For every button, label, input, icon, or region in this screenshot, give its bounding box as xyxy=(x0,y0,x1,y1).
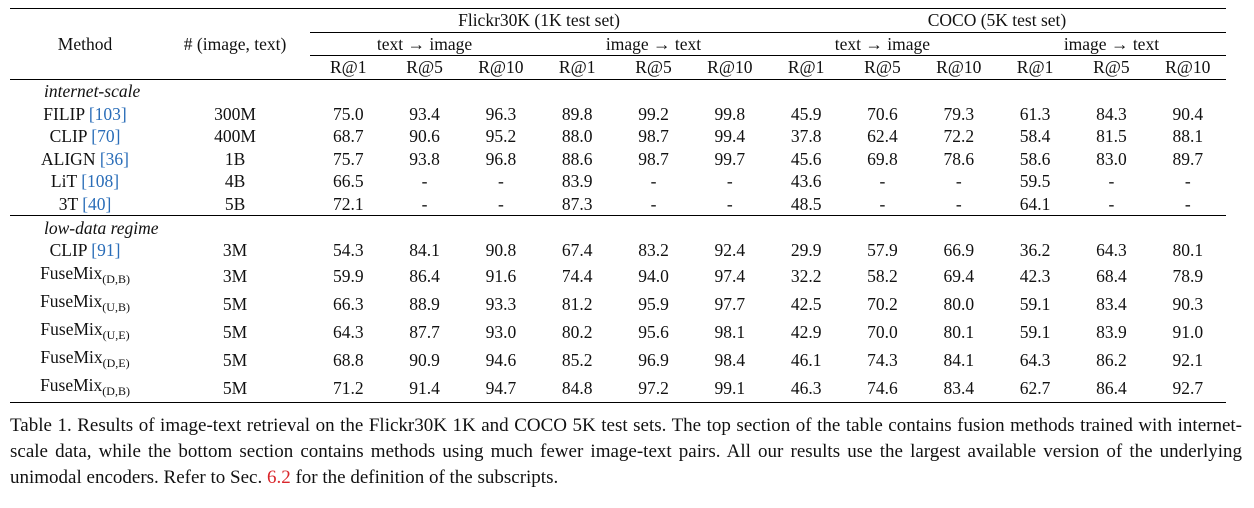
method-cell xyxy=(10,102,160,125)
section-title: low-data regime xyxy=(10,216,1226,239)
metric-value-cell: 64.3 xyxy=(332,321,364,342)
metric-value-cell: 45.6 xyxy=(790,148,822,169)
metric-value-cell: 97.7 xyxy=(714,293,746,314)
method-subscript: (U,E) xyxy=(102,327,130,342)
metric-value-cell: 86.4 xyxy=(409,265,440,286)
table-row xyxy=(10,239,1226,262)
caption-text-end: for the definition of the subscripts. xyxy=(290,467,559,488)
table-row xyxy=(10,318,1226,346)
metric-value-cell: 93.8 xyxy=(409,148,440,169)
metric-value-cell: 37.8 xyxy=(790,126,822,147)
metric-value-cell: 29.9 xyxy=(790,240,822,261)
method-name: FuseMix xyxy=(40,290,103,311)
metric-value-cell: 66.9 xyxy=(943,240,975,261)
pairs-cell: 5M xyxy=(160,374,310,403)
metric-value-cell: 68.7 xyxy=(332,126,364,147)
metric-value-cell: 88.1 xyxy=(1172,126,1204,147)
metric-value-cell: 78.6 xyxy=(943,148,975,169)
header-direction: text → image xyxy=(768,32,997,56)
citation-link[interactable]: [108] xyxy=(81,171,120,192)
table-row xyxy=(10,346,1226,374)
table-row xyxy=(10,374,1226,403)
method-cell xyxy=(10,318,160,346)
metric-value-cell: 92.1 xyxy=(1172,349,1204,370)
metric-value-cell: 72.2 xyxy=(943,126,975,147)
metric-value-cell: 78.9 xyxy=(1172,265,1204,286)
pairs-cell: 5M xyxy=(222,349,248,370)
metric-value-cell: 59.5 xyxy=(1019,171,1051,192)
metric-value-cell: - xyxy=(726,171,733,192)
metric-value-cell: 95.9 xyxy=(638,293,669,314)
metric-value-cell: 68.8 xyxy=(332,349,364,370)
results-table xyxy=(10,8,1226,403)
metric-value-cell: 86.4 xyxy=(1073,374,1149,403)
table-row xyxy=(10,148,1226,171)
method-cell xyxy=(10,170,160,193)
metric-value-cell: - xyxy=(955,171,962,192)
header-direction: image → text xyxy=(539,32,768,56)
method-name: CLIP xyxy=(49,240,92,261)
metric-value-cell: - xyxy=(650,194,657,215)
method-cell xyxy=(10,148,160,171)
metric-value-cell: 94.0 xyxy=(638,265,669,286)
table-body xyxy=(10,79,1226,402)
metric-value-cell: 93.4 xyxy=(409,103,440,124)
metric-value-cell: 99.7 xyxy=(714,148,746,169)
metric-value-cell: 70.0 xyxy=(867,321,898,342)
metric-value-cell: - xyxy=(955,194,962,215)
method-name: FILIP xyxy=(43,103,89,124)
metric-value-cell: 95.2 xyxy=(485,126,517,147)
metric-value-cell: 43.6 xyxy=(790,171,822,192)
pairs-cell: 300M xyxy=(214,103,256,124)
metric-value-cell: 57.9 xyxy=(867,240,898,261)
method-name: FuseMix xyxy=(40,374,103,395)
metric-value-cell: 71.2 xyxy=(310,374,386,403)
metric-value-cell: 42.5 xyxy=(790,293,822,314)
metric-value-cell: 89.7 xyxy=(1172,148,1204,169)
metric-value-cell: - xyxy=(1184,194,1191,215)
table-row xyxy=(10,290,1226,318)
metric-value-cell: - xyxy=(879,194,886,215)
header-metric: R@5 xyxy=(1093,57,1130,78)
metric-value-cell: 64.1 xyxy=(1019,194,1051,215)
pairs-cell: 1B xyxy=(224,148,246,169)
header-metric: R@5 xyxy=(635,57,672,78)
header-metric: R@5 xyxy=(406,57,443,78)
metric-value-cell: - xyxy=(1108,194,1115,215)
method-cell xyxy=(10,346,160,374)
header-direction: text → image xyxy=(310,32,539,56)
metric-value-cell: 61.3 xyxy=(1019,103,1051,124)
metric-value-cell: 94.7 xyxy=(463,374,539,403)
caption-text: Table 1. Results of image-text retrieval on the Flickr30K 1K and COCO 5K test sets. The top section of the table contains fusion methods trained with internet-scale data, while the bottom section contains methods using much fewer image-text pairs. All our results use the largest available version of the underlying unimodal encoders. Refer to Sec. xyxy=(10,415,1242,488)
metric-value-cell: 96.9 xyxy=(638,349,669,370)
metric-value-cell: 84.8 xyxy=(539,374,615,403)
metric-value-cell: 87.3 xyxy=(561,194,593,215)
metric-value-cell: 99.8 xyxy=(714,103,746,124)
pairs-cell: 5M xyxy=(222,321,248,342)
metric-value-cell: - xyxy=(650,171,657,192)
metric-value-cell: - xyxy=(497,194,504,215)
metric-value-cell: 46.3 xyxy=(768,374,844,403)
metric-value-cell: 98.7 xyxy=(638,126,669,147)
metric-value-cell: 99.4 xyxy=(714,126,746,147)
metric-value-cell: 74.4 xyxy=(561,265,593,286)
metric-value-cell: 91.6 xyxy=(485,265,517,286)
method-name: CLIP xyxy=(49,126,92,147)
metric-value-cell: 59.9 xyxy=(332,265,364,286)
metric-value-cell: 62.7 xyxy=(997,374,1073,403)
metric-value-cell: 80.1 xyxy=(943,321,975,342)
citation-link[interactable]: [40] xyxy=(82,194,112,215)
metric-value-cell: - xyxy=(421,171,428,192)
header-pairs: # (image, text) xyxy=(160,9,310,80)
metric-value-cell: - xyxy=(497,171,504,192)
method-subscript: (U,B) xyxy=(102,299,130,314)
metric-value-cell: 84.1 xyxy=(409,240,440,261)
method-name: 3T xyxy=(58,194,83,215)
method-name: FuseMix xyxy=(40,346,103,367)
metric-value-cell: 93.0 xyxy=(485,321,517,342)
metric-value-cell: 46.1 xyxy=(790,349,822,370)
citation-link[interactable]: [91] xyxy=(91,240,121,261)
header-metric: R@10 xyxy=(936,57,982,78)
method-cell xyxy=(10,374,160,403)
metric-value-cell: - xyxy=(1184,171,1191,192)
header-metric: R@10 xyxy=(707,57,753,78)
pairs-cell: 5M xyxy=(222,293,248,314)
metric-value-cell: 81.5 xyxy=(1096,126,1127,147)
metric-value-cell: 74.3 xyxy=(867,349,898,370)
metric-value-cell: 69.4 xyxy=(943,265,975,286)
metric-value-cell: 93.3 xyxy=(485,293,517,314)
metric-value-cell: 85.2 xyxy=(561,349,593,370)
metric-value-cell: - xyxy=(879,171,886,192)
metric-value-cell: 96.3 xyxy=(485,103,517,124)
header-metric: R@1 xyxy=(1016,57,1054,78)
metric-value-cell: 83.9 xyxy=(1096,321,1127,342)
metric-value-cell: 91.4 xyxy=(386,374,462,403)
metric-value-cell: 79.3 xyxy=(943,103,975,124)
metric-value-cell: 89.8 xyxy=(561,103,593,124)
metric-value-cell: 98.7 xyxy=(638,148,669,169)
metric-value-cell: 75.7 xyxy=(332,148,364,169)
metric-value-cell: 69.8 xyxy=(867,148,898,169)
metric-value-cell: 64.3 xyxy=(1019,349,1051,370)
header-metric: R@1 xyxy=(558,57,596,78)
metric-value-cell: 97.4 xyxy=(714,265,746,286)
metric-value-cell: 58.4 xyxy=(1019,126,1051,147)
citation-link[interactable]: [70] xyxy=(91,126,121,147)
table-row xyxy=(10,262,1226,290)
metric-value-cell: 88.0 xyxy=(561,126,593,147)
metric-value-cell: 99.1 xyxy=(692,374,768,403)
metric-value-cell: 90.3 xyxy=(1172,293,1204,314)
header-metric: R@1 xyxy=(787,57,825,78)
metric-value-cell: 42.9 xyxy=(790,321,822,342)
table-caption xyxy=(10,413,1242,491)
metric-value-cell: 66.3 xyxy=(332,293,364,314)
pairs-cell: 5B xyxy=(224,194,246,215)
metric-value-cell: 36.2 xyxy=(1019,240,1051,261)
method-cell xyxy=(10,125,160,148)
metric-value-cell: 62.4 xyxy=(867,126,898,147)
metric-value-cell: 95.6 xyxy=(638,321,669,342)
metric-value-cell: 98.4 xyxy=(714,349,746,370)
metric-value-cell: 83.2 xyxy=(638,240,669,261)
metric-value-cell: 83.9 xyxy=(561,171,593,192)
metric-value-cell: 81.2 xyxy=(561,293,593,314)
method-name: FuseMix xyxy=(40,262,103,283)
metric-value-cell: 84.3 xyxy=(1096,103,1127,124)
method-name: FuseMix xyxy=(40,318,103,339)
metric-value-cell: 45.9 xyxy=(790,103,822,124)
header-metric: R@10 xyxy=(478,57,524,78)
metric-value-cell: - xyxy=(726,194,733,215)
metric-value-cell: 58.2 xyxy=(867,265,898,286)
method-cell xyxy=(10,262,160,290)
metric-value-cell: 70.6 xyxy=(867,103,898,124)
pairs-cell: 3M xyxy=(222,240,248,261)
metric-value-cell: 83.0 xyxy=(1096,148,1127,169)
metric-value-cell: 80.0 xyxy=(943,293,975,314)
table-row xyxy=(10,102,1226,125)
section-reference-link[interactable]: 6.2 xyxy=(266,467,291,488)
metric-value-cell: 92.4 xyxy=(714,240,746,261)
metric-value-cell: 64.3 xyxy=(1096,240,1127,261)
metric-value-cell: 97.2 xyxy=(615,374,691,403)
method-subscript: (D,B) xyxy=(102,383,130,398)
metric-value-cell: 83.4 xyxy=(921,374,997,403)
metric-value-cell: 98.1 xyxy=(714,321,746,342)
metric-value-cell: 96.8 xyxy=(485,148,517,169)
header-row-datasets xyxy=(10,9,1226,33)
metric-value-cell: 59.1 xyxy=(1019,321,1051,342)
metric-value-cell: 66.5 xyxy=(332,171,364,192)
metric-value-cell: 87.7 xyxy=(409,321,440,342)
method-cell xyxy=(10,290,160,318)
metric-value-cell: 99.2 xyxy=(638,103,669,124)
metric-value-cell: 32.2 xyxy=(790,265,822,286)
metric-value-cell: 75.0 xyxy=(332,103,364,124)
metric-value-cell: - xyxy=(1108,171,1115,192)
section-header-row xyxy=(10,216,1226,239)
header-direction: image → text xyxy=(997,32,1226,56)
header-metric: R@5 xyxy=(864,57,901,78)
metric-value-cell: 70.2 xyxy=(867,293,898,314)
table-row xyxy=(10,170,1226,193)
metric-value-cell: 59.1 xyxy=(1019,293,1051,314)
citation-link[interactable]: [36] xyxy=(99,148,129,169)
method-subscript: (D,E) xyxy=(102,355,130,370)
metric-value-cell: 72.1 xyxy=(332,194,364,215)
table-row xyxy=(10,193,1226,216)
method-cell xyxy=(10,193,160,216)
metric-value-cell: 42.3 xyxy=(1019,265,1051,286)
pairs-cell: 400M xyxy=(214,126,256,147)
method-name: LiT xyxy=(50,171,82,192)
metric-value-cell: 83.4 xyxy=(1096,293,1127,314)
method-subscript: (D,B) xyxy=(102,271,130,286)
header-metric: R@1 xyxy=(329,57,367,78)
header-dataset-coco: COCO (5K test set) xyxy=(768,9,1226,33)
method-cell xyxy=(10,239,160,262)
metric-value-cell: 58.6 xyxy=(1019,148,1051,169)
metric-value-cell: 90.6 xyxy=(409,126,440,147)
metric-value-cell: 80.1 xyxy=(1172,240,1204,261)
metric-value-cell: 74.6 xyxy=(844,374,920,403)
header-method: Method xyxy=(10,9,160,80)
metric-value-cell: 88.6 xyxy=(561,148,593,169)
pairs-cell: 4B xyxy=(224,171,246,192)
header-metric: R@10 xyxy=(1165,57,1211,78)
metric-value-cell: 84.1 xyxy=(943,349,975,370)
metric-value-cell: 90.8 xyxy=(485,240,517,261)
metric-value-cell: 92.7 xyxy=(1150,374,1226,403)
section-title: internet-scale xyxy=(10,79,1226,102)
metric-value-cell: 90.4 xyxy=(1172,103,1204,124)
metric-value-cell: 86.2 xyxy=(1096,349,1127,370)
metric-value-cell: 88.9 xyxy=(409,293,440,314)
metric-value-cell: 91.0 xyxy=(1172,321,1204,342)
metric-value-cell: 54.3 xyxy=(332,240,364,261)
metric-value-cell: 90.9 xyxy=(409,349,440,370)
table-row xyxy=(10,125,1226,148)
pairs-cell: 3M xyxy=(222,265,248,286)
metric-value-cell: - xyxy=(421,194,428,215)
metric-value-cell: 68.4 xyxy=(1096,265,1127,286)
section-header-row xyxy=(10,79,1226,102)
metric-value-cell: 80.2 xyxy=(561,321,593,342)
citation-link[interactable]: [103] xyxy=(88,103,127,124)
metric-value-cell: 67.4 xyxy=(561,240,593,261)
metric-value-cell: 94.6 xyxy=(485,349,517,370)
metric-value-cell: 48.5 xyxy=(790,194,822,215)
header-dataset-flickr: Flickr30K (1K test set) xyxy=(310,9,768,33)
method-name: ALIGN xyxy=(41,148,100,169)
